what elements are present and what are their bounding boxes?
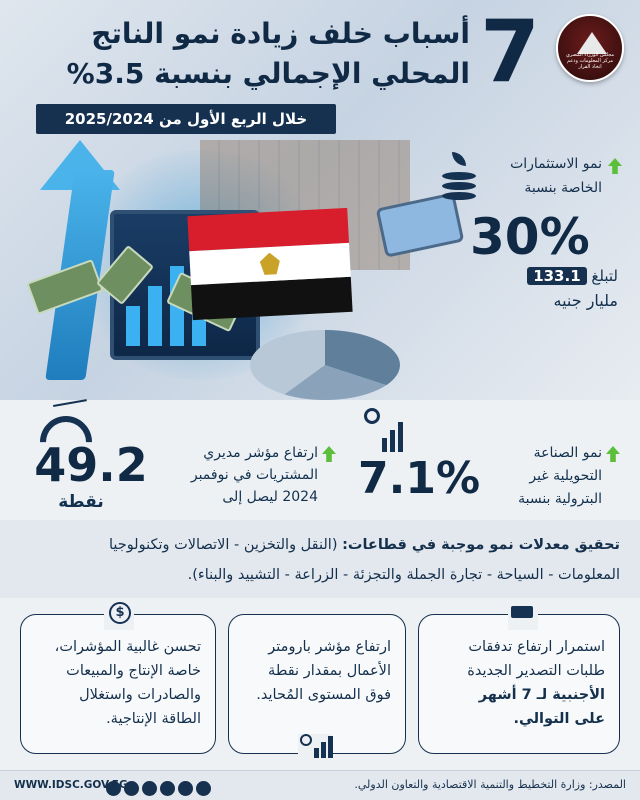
manufacturing-stat: نمو الصناعة التحويلية غير البترولية بنسبة [480, 442, 620, 511]
business-barometer-card: ارتفاع مؤشر بارومتر الأعمال بمقدار نقطة فوق المستوى المُحايد. [228, 614, 406, 754]
idsc-logo: مجلس الوزراء المصري مركز المعلومات ودعم اتخاذ القرار [556, 14, 624, 82]
source-note: المصدر: وزارة التخطيط والتنمية الاقتصادية والتعاون الدولي. [354, 778, 626, 791]
dollar-growth-icon: $ [104, 600, 134, 630]
page-title: أسباب خلف زيادة نمو الناتج المحلي الإجمالي بنسبة 3.5% [66, 17, 470, 90]
pyramid-icon [577, 32, 607, 54]
chart-person-icon [298, 734, 332, 760]
sectors-band: تحقيق معدلات نمو موجبة في قطاعات: (النقل والتخزين - الاتصالات وتكنولوجيا المعلومات - السياحة - تجارة الجملة والتجزئة - الزراعة - التشييد والبناء). [0, 520, 640, 598]
growth-bars-icon [362, 408, 406, 452]
instagram-icon[interactable] [142, 781, 157, 796]
pmi-stat: ارتفاع مؤشر مديري المشتريات في نوفمبر 2024 ليصل إلى [176, 442, 336, 508]
pie-chart-image [250, 330, 400, 400]
export-orders-card: استمرار ارتفاع تدفقات طلبات التصدير الجديدة الأجنبية لـ 7 أشهر على التوالي. [418, 614, 620, 754]
youtube-icon[interactable] [160, 781, 175, 796]
period-label: خلال الربع الأول من 2025/2024 [36, 104, 336, 134]
investment-stat: نمو الاستثمارات الخاصة بنسبة [472, 152, 622, 200]
indicators-card: تحسن غالبية المؤشرات، خاصة الإنتاج والمبيعات والصادرات واستغلال الطاقة الإنتاجية. [20, 614, 216, 754]
eagle-icon [259, 252, 280, 275]
manufacturing-value: 7.1% [358, 453, 481, 504]
gauge-icon [40, 402, 92, 442]
reasons-count: 7 [480, 2, 540, 102]
website-link[interactable]: WWW.IDSC.GOV.EG [14, 779, 128, 791]
pmi-unit: نقطة [58, 492, 104, 512]
egypt-flag-image [187, 208, 352, 320]
sectors-heading: تحقيق معدلات نمو موجبة في قطاعات: [342, 537, 620, 553]
footer [0, 770, 640, 800]
linkedin-icon[interactable] [178, 781, 193, 796]
investment-reach: لتبلغ 133.1 مليار جنيه [488, 267, 618, 310]
pmi-value: 49.2 [34, 438, 148, 492]
truck-icon [508, 600, 538, 630]
investment-value: 30% [470, 208, 590, 266]
tiktok-icon[interactable] [196, 781, 211, 796]
